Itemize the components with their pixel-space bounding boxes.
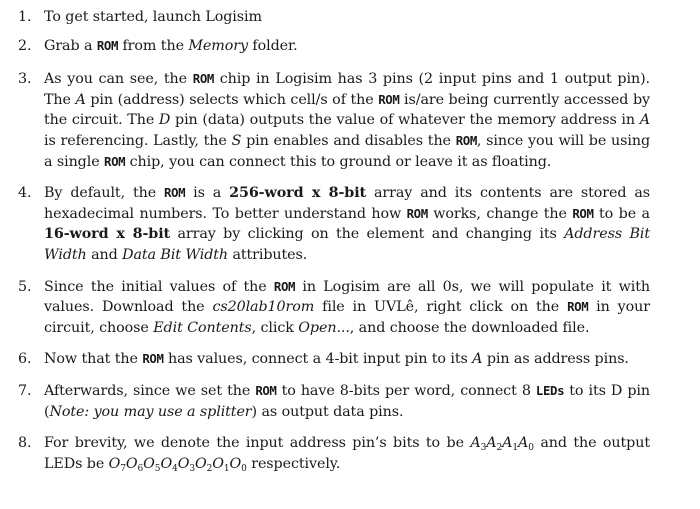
rom-keyword: ROM bbox=[378, 91, 400, 107]
step-text: For brevity, we denote the input address pin’s bits to be $A_3A_2A_1A_0$ and the output LEDs be $O_7O_6O_5O_4O_3O_2O_1O_0$ respectively. bbox=[44, 435, 650, 474]
step-number: 2. bbox=[18, 37, 32, 54]
rom-keyword: ROM bbox=[255, 382, 277, 398]
step-number: 3. bbox=[18, 71, 32, 88]
pin-s-label: S bbox=[231, 132, 242, 149]
attribute-name: Data Bit Width bbox=[122, 246, 228, 263]
step-2 bbox=[18, 36, 650, 57]
step-text: By default, the ROM is a 256-word x 8-bit array and its contents are stored as hexadecimal numbers. To better understand how ROM works, change the ROM to be a 16-word x 8-bit array by clicking on the element and changing its Address Bit Width and Data Bit Width attributes. bbox=[44, 185, 651, 263]
rom-keyword: ROM bbox=[104, 153, 126, 169]
step-text: As you can see, the ROM chip in Logisim has 3 pins (2 input pins and 1 output pin). The A pin (address) selects which cell/s of the ROM is/are being currently accessed by the circuit. The D pin (data) outputs the value of whatever the memory address in A is referencing. Lastly, the S pin enables and disables the ROM, since you will be using a single ROM chip, you can connect this to ground or leave it as floating. bbox=[44, 71, 650, 170]
file-name: cs20lab10rom bbox=[212, 299, 315, 316]
array-size-default: 256-word x 8-bit bbox=[229, 185, 367, 202]
array-size-new: 16-word x 8-bit bbox=[44, 226, 171, 243]
note-text: Note: you may use a splitter bbox=[49, 403, 252, 420]
step-number: 4. bbox=[18, 185, 32, 202]
menu-option-name: Edit Contents bbox=[153, 319, 252, 336]
memory-folder-name: Memory bbox=[188, 37, 248, 54]
step-text: Since the initial values of the ROM in Logisim are all 0s, we will populate it with values. Download the cs20lab10rom file in UVLê, right click on the ROM in your circuit, choose Edit Contents, click Open..., and choose the downloaded file. bbox=[44, 278, 651, 336]
rom-keyword: ROM bbox=[567, 299, 589, 315]
step-text: To get started, launch Logisim bbox=[44, 9, 262, 25]
step-number: 1. bbox=[18, 9, 32, 25]
step-6 bbox=[18, 349, 650, 370]
rom-keyword: ROM bbox=[142, 351, 164, 367]
step-text: Afterwards, since we set the ROM to have 8-bits per word, connect 8 LEDs to its D pin (Note: you may use a splitter) as output data pins. bbox=[44, 382, 650, 420]
rom-keyword: ROM bbox=[96, 37, 119, 53]
rom-keyword: ROM bbox=[192, 71, 214, 87]
pin-a-label: A bbox=[75, 91, 86, 108]
pin-d-label: D bbox=[158, 112, 171, 129]
address-bits-notation: $A_3A_2A_1A_0$ bbox=[470, 435, 534, 454]
step-1 bbox=[18, 7, 650, 28]
step-4 bbox=[18, 183, 650, 265]
rom-keyword: ROM bbox=[406, 205, 428, 221]
step-7 bbox=[18, 381, 650, 422]
step-number: 5. bbox=[18, 278, 32, 295]
step-8 bbox=[18, 433, 650, 474]
step-number: 8. bbox=[18, 435, 32, 452]
pin-a-label: A bbox=[472, 351, 483, 368]
pin-a-label: A bbox=[639, 112, 650, 129]
rom-keyword: ROM bbox=[273, 278, 296, 294]
step-number: 7. bbox=[18, 382, 32, 399]
step-number: 6. bbox=[18, 351, 32, 368]
step-5 bbox=[18, 277, 650, 339]
leds-keyword: LEDs bbox=[535, 382, 565, 398]
rom-keyword: ROM bbox=[572, 205, 594, 221]
step-text: Grab a ROM from the Memory folder. bbox=[44, 37, 298, 54]
step-text: Now that the ROM has values, connect a 4-bit input pin to its A pin as address pins. bbox=[44, 351, 629, 368]
rom-keyword: ROM bbox=[164, 185, 186, 201]
step-3 bbox=[18, 69, 650, 172]
attribute-name: Address Bit Width bbox=[44, 226, 650, 263]
menu-option-name: Open... bbox=[298, 319, 350, 336]
rom-keyword: ROM bbox=[455, 132, 477, 148]
output-bits-notation: $O_7O_6O_5O_4O_3O_2O_1O_0$ bbox=[108, 455, 247, 474]
